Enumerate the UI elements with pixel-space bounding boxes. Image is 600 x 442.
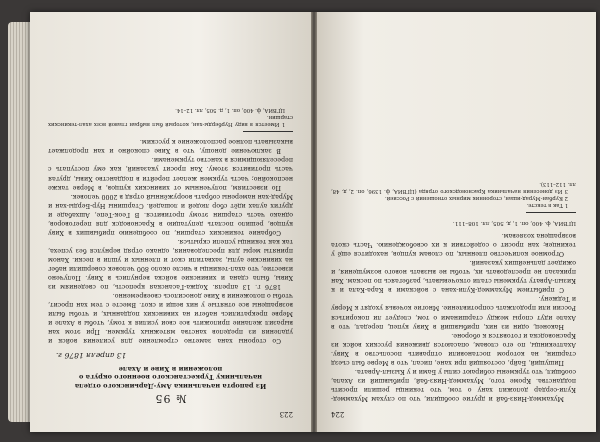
right-page [313, 12, 596, 432]
right-paragraph: Огромное количество пленных, по словам купцов, находится ещё у текинцев; хан просит о содействии к их освобождению. Часть скота возвращена хозяевам. [331, 232, 576, 258]
footnote-divider [526, 212, 576, 213]
right-page-content [313, 12, 596, 432]
left-footnote: 1 Имеется в виду Нурберды-хан, который был выбран главой всех ахал-текинских старшин. [48, 114, 293, 128]
right-paragraph: Наконец, один из них, прибывший в Хиву купец, передал, что в Ахале идут споры между старшинами о том, следует ли покориться России или продолжать сопротивление. Многие кочевья уходят к Мерву и Теджену. [331, 295, 576, 330]
left-page [30, 12, 313, 432]
left-paragraph: Со стороны хана заметно стремление для усиления войск и удаления из пределов ханства мятежных туркмен. При этом хан выразил желание приложить все свои усилия к тому, чтобы в Ахале и Мерве прекратились набеги на хивинских подданных, и чтобы были возвращены все отнятые у них вещи и скот. Вместе с тем хан просит, чтобы о положении в Хиве доносилось своевременно. [48, 292, 293, 345]
left-paragraph: По известиям, полученным от хивинских купцов, в Мерве также неспокойно; часть туркмен желает перейти в подданство Хивы, другая часть противится этому. Хан просит указаний, как ему поступать с переселяющимися в ханство туркменами. [48, 156, 293, 191]
left-paragraph: Собрание текинских старшин, по сообщению прибывших в Хиву купцов, решило послать депутацию в Красноводск для переговоров, однако часть старшин этому противится. В Геок-Тепе, Ашхабаде и других аулах идёт сбор людей и лошадей. Старшины Нур-Берды-хан и Мурад-хан намерены собрать вооружённый отряд в 2000 человек. [48, 192, 293, 236]
left-paragraph: В заключение доношу, что в Хиве спокойно и хан продолжает выказывать полное расположение к русским. [48, 138, 293, 155]
book-gutter [311, 12, 317, 432]
right-footnote: 2 Курбан-Мурад-ишан, сторонник мирных отношений с Россией. [384, 195, 568, 202]
right-paragraph: Пишущий, Байр, состоящий при хане, писал, что в Мерве был съезд старшин, на котором постановили отправить посольство в Хиву. Ахалтекинцы, по его словам, опасаются движения русских войск из Красноводска и готовятся к обороне. [331, 331, 576, 366]
right-footnote: 1 Так в тексте. [526, 202, 568, 209]
right-footnote: 3 Из донесения начальника Красноводского отряда (ЦГВИА, ф. 1396, оп. 2, д. 48, лл. 112–113). [331, 181, 576, 195]
document-date: 13 апреля 1876 г. [56, 351, 127, 361]
left-page-content [30, 12, 313, 432]
book-spread [30, 12, 596, 432]
document-number: № 95 [154, 391, 187, 405]
left-footnote: ЦГВИА, ф. 400, оп. 1, д. 505, лл. 12–14. [175, 107, 285, 114]
document-title: Из рапорта начальника Аму-Дарьинского отдела начальнику Туркестанского военного округа о положении в Хиве и Ахале [74, 364, 267, 390]
right-paragraph: С прибытием Мухаммед-Кули-хана с войсками в Кара-Кала и к Кизыл-Арвату туркмены стали откочевывать, разбегаясь по пескам. Хан приказал не преследовать их, чтобы не вызвать нового возмущения, и ожидает дальнейших указаний. [331, 259, 576, 294]
left-page-number: 223 [279, 410, 293, 418]
archive-source: ЦГВИА, ф. 400, оп. 1, д. 505, лл. 108–111. [452, 220, 576, 227]
left-paragraph: 1876 г. 13 апреля. Ходжа-Гасанская крепость, по сведениям из Хивы, была сдана и хивинские войска вернулись в Хиву. Получено известие, что ахал-текинцы в числе около 800 человек совершили набег на хивинские аулы, захватили скот и пленных и ушли в пески. Ханом приняты меры для преследования, однако отряд вернулся без успеха, так как текинцы успели скрыться. [48, 237, 293, 291]
right-paragraph: Мухаммед-Нияз-бай и другие сообщили, что по слухам Мухаммед-Кули-сердар доложил хану о том, что текинцы решили просить подданства. Кроме того, Мухаммед-Нияз-бай, прибывший из Ахала, сообщил, что туркмены собирают силы у Бами и у Кызыл-Арвата. [331, 367, 576, 402]
right-page-number: 224 [331, 410, 345, 418]
footnote-divider [243, 131, 293, 132]
